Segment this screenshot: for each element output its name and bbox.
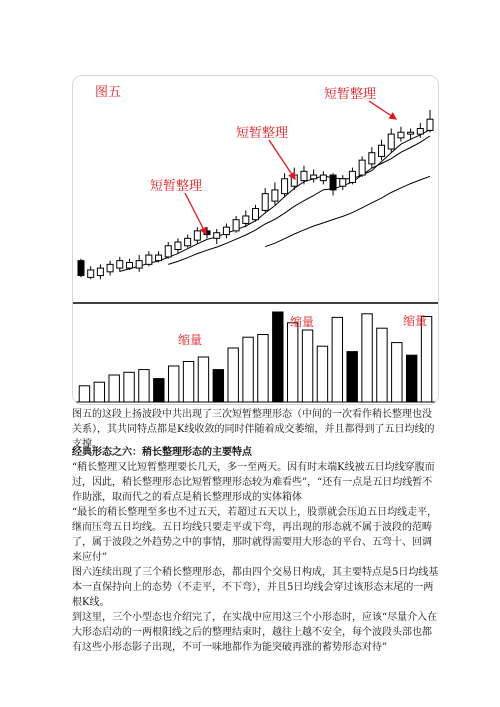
- candle-body: [185, 238, 191, 245]
- volume-bar: [273, 312, 283, 402]
- volume-bar: [258, 335, 268, 403]
- volume-bar: [317, 346, 327, 402]
- candle-body: [340, 179, 346, 186]
- annotation-consolidation-1: 短暂整理: [150, 179, 203, 194]
- volume-bar: [287, 323, 297, 402]
- candle-body: [175, 242, 181, 249]
- candle-body: [398, 132, 404, 138]
- candle-body: [349, 171, 355, 182]
- candle-body: [165, 246, 171, 257]
- candle-body: [243, 216, 249, 223]
- candle-body: [282, 179, 288, 194]
- annotation-volume-shrink-3: 缩量: [403, 314, 428, 328]
- candle-body: [136, 261, 142, 268]
- candle-body: [252, 209, 258, 220]
- volume-bar: [243, 337, 253, 402]
- volume-bar: [79, 386, 89, 402]
- volume-bar: [302, 330, 312, 402]
- volume-bar: [347, 352, 357, 402]
- candle-body: [156, 255, 162, 261]
- candle-body: [97, 268, 103, 275]
- annotation-volume-shrink-2: 缩量: [290, 315, 315, 329]
- volume-bar: [183, 362, 193, 403]
- candle-body: [311, 175, 317, 179]
- candle-body: [233, 220, 239, 231]
- body-text: [72, 460, 440, 655]
- candle-body: [320, 175, 326, 181]
- volume-bar: [377, 328, 387, 402]
- volume-bar: [139, 370, 149, 402]
- volume-bar: [362, 314, 372, 402]
- candle-body: [291, 175, 297, 186]
- candle-body: [214, 233, 220, 239]
- candle-body: [107, 264, 113, 271]
- volume-bar: [213, 370, 223, 402]
- volume-bar: [168, 366, 178, 402]
- candle-body: [126, 263, 132, 269]
- chart-figure: [72, 75, 439, 405]
- candle-body: [408, 132, 414, 134]
- candlestick-chart: [73, 76, 438, 404]
- section-title: 经典形态之六：稍长整理形态的主要特点: [72, 447, 252, 458]
- volume-bar: [421, 317, 431, 403]
- candle-body: [262, 194, 268, 211]
- candle-body: [369, 153, 375, 164]
- candle-body: [117, 261, 123, 268]
- volume-bar: [94, 382, 104, 402]
- candle-body: [88, 270, 94, 277]
- candle-body: [427, 119, 433, 130]
- candle-body: [272, 190, 278, 201]
- annotation-volume-shrink-1: 缩量: [178, 333, 203, 347]
- candle-body: [194, 231, 200, 240]
- candle-body: [388, 134, 394, 149]
- candle-body: [223, 227, 229, 234]
- panel-label: 图五: [95, 85, 122, 100]
- annotation-consolidation-3: 短暂整理: [324, 87, 377, 102]
- candle-body: [359, 160, 365, 175]
- candle-body: [78, 261, 84, 276]
- candle-body: [330, 175, 336, 190]
- candle-body: [301, 171, 307, 180]
- volume-bar: [109, 375, 119, 402]
- candle: [78, 259, 84, 278]
- volume-bar: [332, 317, 342, 402]
- annotation-consolidation-2: 短暂整理: [236, 126, 289, 141]
- figure-caption: 图五的这段上扬波段中共出现了三次短暂整理形态（中间的一次看作稍长整理也没关系），其共同特点都是K线收敛的同时伴随着成交萎缩，并且都得到了五日均线的支撑。: [72, 409, 435, 450]
- volume-bar: [124, 372, 134, 402]
- paragraph: “稍长整理又比短暂整理要长几天，多一至两天。因有时末端K线被五日均线穿腹而过，因此，稍长整理形态比短暂整理形态较为难看些”，“还有一点是五日均线暂不作助涨，取而代之的看点是稍长整理形成的实体箱体: [72, 462, 435, 503]
- volume-bar: [154, 379, 164, 402]
- candle-body: [146, 255, 152, 264]
- paragraph: 到这里，三个小型态也介绍完了，在实战中应用这三个小形态时，应该“尽量介入在大形态启动的一两根阳线之后的整理结束时，越往上越不安全，每个波段头部也都有这些小形态影子出现，不可一味地都作为能突破再涨的蓄势形态对待”: [72, 612, 438, 653]
- paragraph: 图六连续出现了三个稍长整理形态，都由四个交易日构成，其主要特点是5日均线基本一直保持向上的态势（不走平，不下弯），并且5日均线会穿过该形态末尾的一两根K线。: [72, 567, 439, 608]
- paragraph: “最长的稍长整理至多也不过五天，若超过五天以上，股票就会压迫五日均线走平，继而压弯五日均线。五日均线只要走平或下弯，再出现的形态就不属于波段的范畴了，属于波段之外趋势之中的事情，那时就得需要用大形态的平台、五弯十、回调来应付”: [72, 507, 438, 563]
- candle-body: [379, 145, 385, 156]
- volume-bar: [392, 343, 402, 402]
- candle-body: [417, 129, 423, 135]
- volume-bar: [198, 357, 208, 402]
- volume-bar: [406, 355, 416, 402]
- volume-bar: [228, 348, 238, 402]
